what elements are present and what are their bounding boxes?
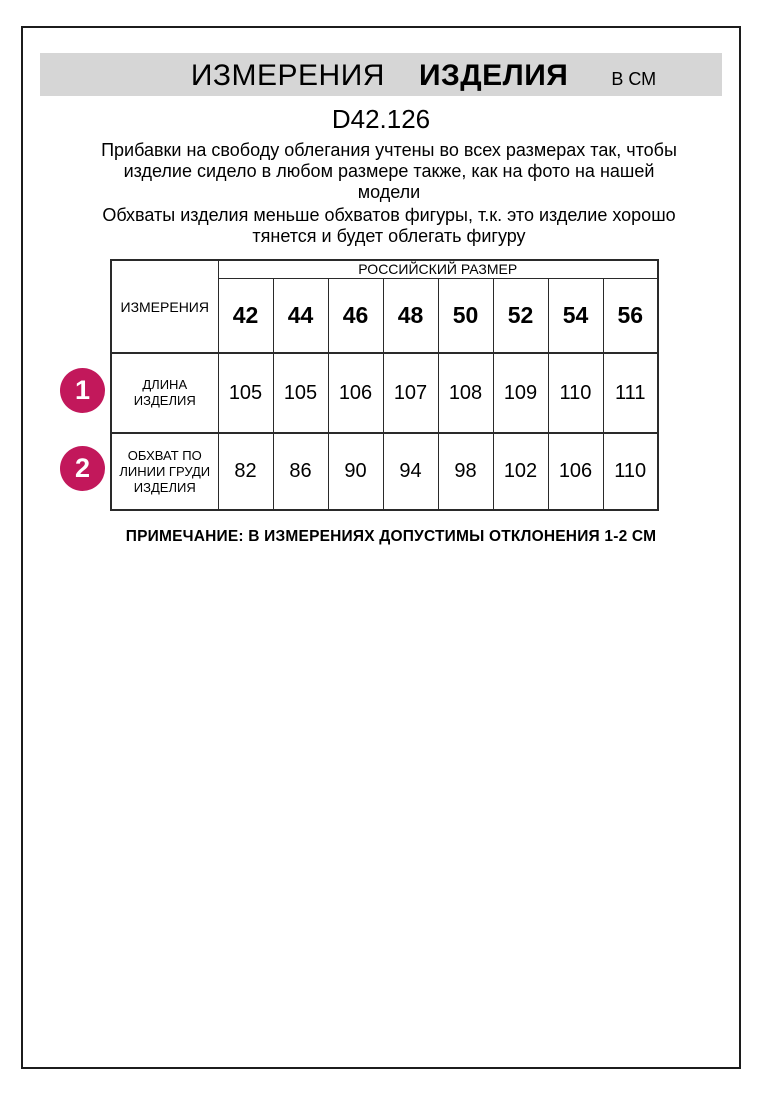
length-value-56: 111 <box>603 353 658 433</box>
length-value-48: 107 <box>383 353 438 433</box>
table-corner-label: ИЗМЕРЕНИЯ <box>111 260 218 353</box>
size-col-44: 44 <box>273 278 328 353</box>
title-bar <box>40 53 722 96</box>
size-col-48: 48 <box>383 278 438 353</box>
length-value-44: 105 <box>273 353 328 433</box>
measurement-badge-2: 2 <box>60 446 105 491</box>
length-value-42: 105 <box>218 353 273 433</box>
length-value-50: 108 <box>438 353 493 433</box>
chest-value-54: 106 <box>548 433 603 510</box>
tolerance-note: ПРИМЕЧАНИЕ: В ИЗМЕРЕНИЯХ ДОПУСТИМЫ ОТКЛОНЕНИЯ 1-2 СМ <box>125 528 657 545</box>
title-word-measurements: ИЗМЕРЕНИЯ <box>190 59 385 92</box>
length-value-52: 109 <box>493 353 548 433</box>
length-value-54: 110 <box>548 353 603 433</box>
size-col-56: 56 <box>603 278 658 353</box>
chest-value-50: 98 <box>438 433 493 510</box>
title-unit-cm: В СМ <box>611 69 657 89</box>
size-col-52: 52 <box>493 278 548 353</box>
table-row-length <box>111 353 658 433</box>
paragraph-stretch-note: Обхваты изделия меньше обхватов фигуры, т.к. это изделие хорошо тянется и будет облегать фигуру <box>102 205 676 246</box>
measurements-table <box>110 259 659 511</box>
size-col-46: 46 <box>328 278 383 353</box>
row-label-chest: ОБХВАТ ПО ЛИНИИ ГРУДИ ИЗДЕЛИЯ <box>111 433 218 510</box>
row-label-length: ДЛИНА ИЗДЕЛИЯ <box>111 353 218 433</box>
chest-value-42: 82 <box>218 433 273 510</box>
chest-value-48: 94 <box>383 433 438 510</box>
paragraph-fit-note: Прибавки на свободу облегания учтены во всех размерах так, чтобы изделие сидело в любом размере также, как на фото на нашей модели <box>101 140 677 202</box>
table-row-chest <box>111 433 658 510</box>
chest-value-52: 102 <box>493 433 548 510</box>
measurement-badge-1: 1 <box>60 368 105 413</box>
size-col-42: 42 <box>218 278 273 353</box>
model-code: D42.126 <box>331 104 431 134</box>
chest-value-56: 110 <box>603 433 658 510</box>
chest-value-46: 90 <box>328 433 383 510</box>
chest-value-44: 86 <box>273 433 328 510</box>
size-col-54: 54 <box>548 278 603 353</box>
russian-size-header: РОССИЙСКИЙ РАЗМЕР <box>218 260 658 278</box>
size-col-50: 50 <box>438 278 493 353</box>
table-row-size-group <box>111 260 658 278</box>
length-value-46: 106 <box>328 353 383 433</box>
title-word-product: ИЗДЕЛИЯ <box>418 59 569 92</box>
